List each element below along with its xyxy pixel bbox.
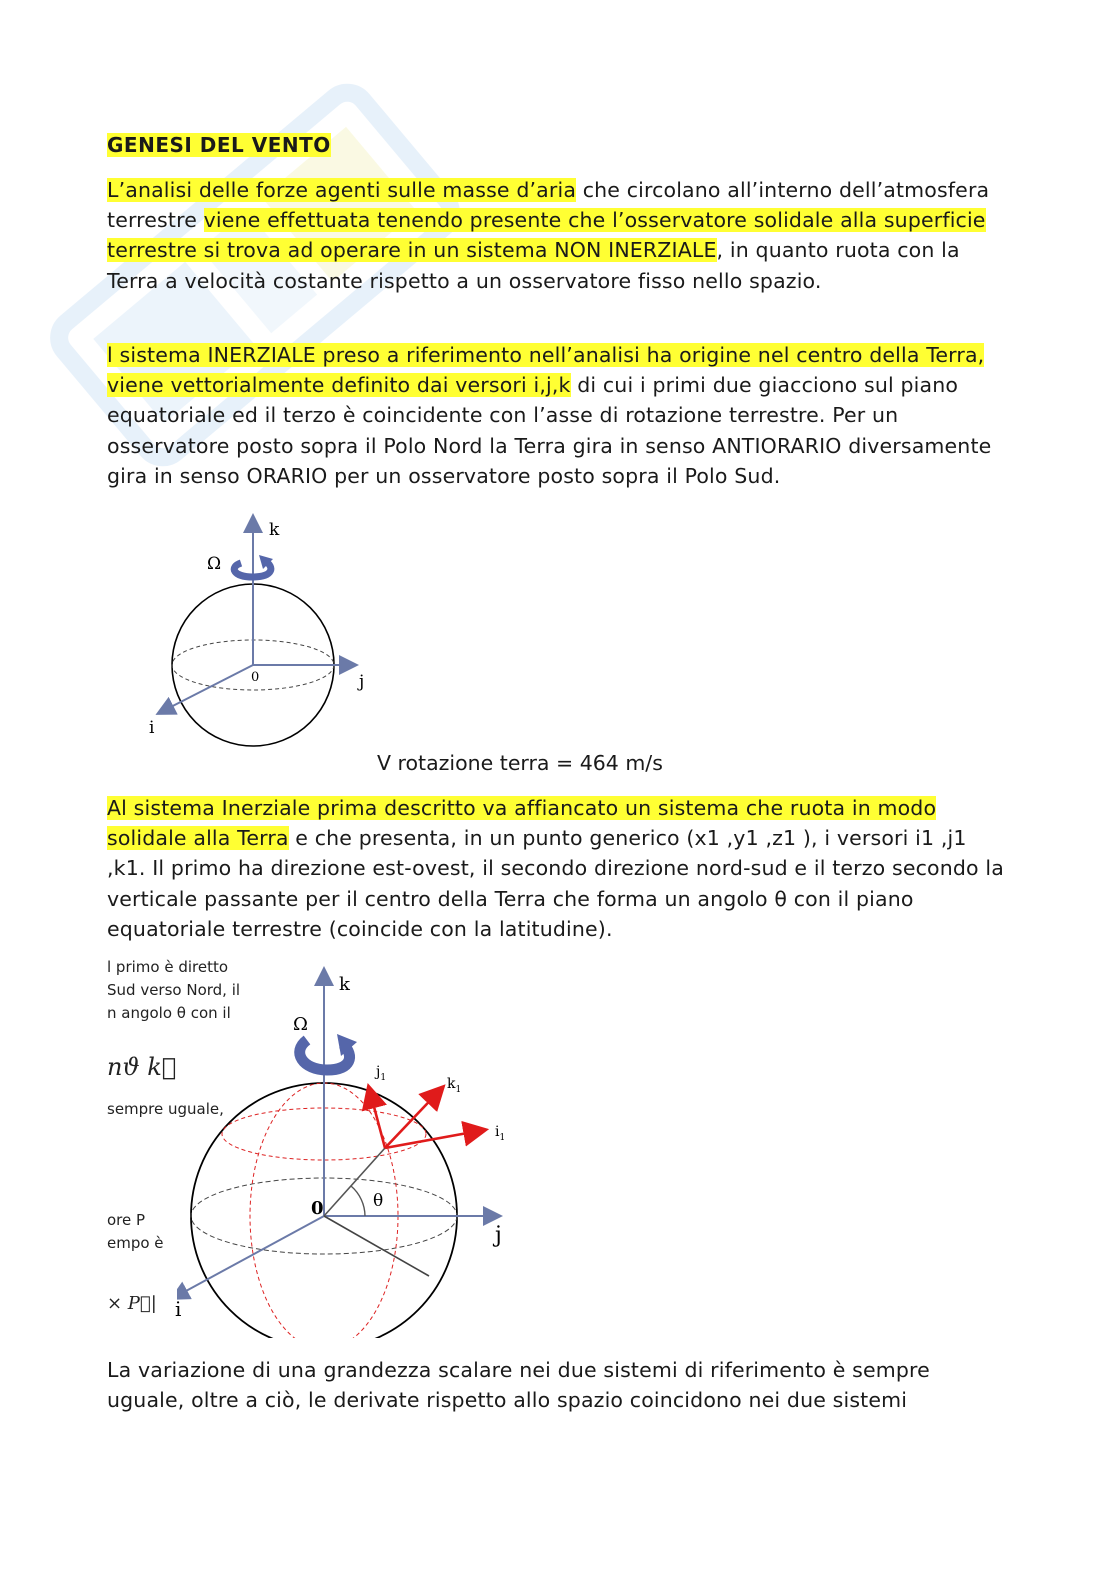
cropped-side-text: n angolo θ con il: [107, 1004, 231, 1022]
label-i: i: [175, 1297, 182, 1321]
label-k: k: [269, 520, 280, 540]
label-omega: Ω: [207, 554, 222, 574]
label-i: i: [149, 718, 155, 738]
label-j: j: [495, 1223, 502, 1248]
cropped-side-text: Sud verso Nord, il: [107, 981, 241, 999]
body-text: che circolano all’interno dell’atmosfera terrestre: [107, 178, 990, 233]
cropped-side-text: empo è: [107, 1234, 164, 1252]
body-text: di cui i primi due giacciono sul piano equatoriale ed il terzo è coincidente con l’asse di rotazione terrestre. Per un osservatore posto sopra il Polo Nord la Terra gira in senso ANTIORARIO diversamente gira in senso ORARIO per un osservatore posto sopra il Polo Sud.: [107, 373, 992, 488]
cropped-side-text: l primo è diretto: [107, 958, 229, 976]
label-i1: $i_1$: [495, 1124, 506, 1143]
highlight-text: viene effettuata tenendo presente che l’osservatore solidale alla superficie terrestre si trova ad operare in un sistema NON INERZIALE: [107, 208, 986, 263]
cropped-side-formula: nϑ k⃗: [107, 1053, 177, 1081]
label-k: k: [339, 974, 350, 995]
label-theta: θ: [373, 1191, 384, 1211]
radius-line: [324, 1216, 429, 1276]
figure-rotating-axes: [177, 958, 557, 1343]
section-title: GENESI DEL VENTO: [107, 133, 331, 157]
body-text: e che presenta, in un punto generico (x1 ,y1 ,z1 ), i versori i1 ,j1 ,k1. Il primo ha direzione est-ovest, il secondo direzione nord-sud e il terzo secondo la verticale passante per il centro della Terra che forma un angolo θ con il piano equatoriale terrestre (coincide con la latitudine).: [107, 826, 1004, 941]
label-origin: 0: [311, 1198, 324, 1219]
cropped-side-formula: × P⃗|: [107, 1293, 157, 1314]
highlight-text: Al sistema Inerziale prima descritto va affiancato un sistema che ruota in modo solidale alla Terra: [107, 796, 937, 851]
paragraph-1: [107, 175, 1007, 296]
cropped-side-text: ore P: [107, 1211, 146, 1229]
highlight-text: l sistema INERZIALE preso a riferimento nell’analisi ha origine nel centro della Terra, viene vettorialmente definito dai versori i,j,k: [107, 343, 985, 398]
paragraph-4: La variazione di una grandezza scalare nei due sistemi di riferimento è sempre uguale, oltre a ciò, le derivate rispetto allo spazio coincidono nei due sistemi: [107, 1358, 930, 1413]
paragraph-3: [107, 793, 1007, 944]
i-axis: [173, 1216, 324, 1298]
body-text: , in quanto ruota con la Terra a velocità costante rispetto a un osservatore fisso nello spazio.: [107, 238, 960, 293]
figure-caption: V rotazione terra = 464 m/s: [377, 751, 663, 775]
figure-inertial-axes: [137, 505, 417, 750]
label-omega: Ω: [293, 1014, 308, 1035]
label-k1: $k_1$: [447, 1076, 462, 1095]
highlight-text: L’analisi delle forze agenti sulle masse d’aria: [107, 178, 577, 202]
label-origin: 0: [251, 670, 260, 685]
cropped-side-text: sempre uguale,: [107, 1100, 224, 1118]
label-j: j: [359, 672, 365, 692]
paragraph-2: [107, 340, 1007, 491]
label-j1: $j_1$: [376, 1064, 387, 1083]
theta-arc: [351, 1186, 365, 1216]
